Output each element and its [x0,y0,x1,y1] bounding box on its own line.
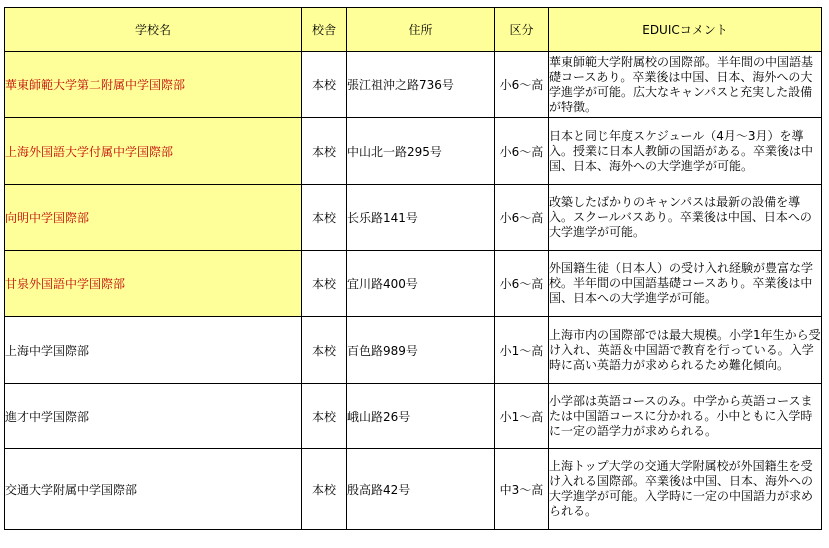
column-header-campus: 校舎 [302,8,347,52]
division-cell: 小6～高 [495,52,549,118]
school-name: 交通大学附属中学国際部 [5,449,302,530]
division-cell: 小6～高 [495,185,549,251]
address-cell: 峨山路26号 [347,384,495,449]
campus-cell: 本校 [302,52,347,118]
campus-cell: 本校 [302,251,347,317]
campus-cell: 本校 [302,317,347,384]
comment-cell: 外国籍生徒（日本人）の受け入れ経験が豊富な学校。半年間の中国語基礎コースあり。卒業後は中国、日本への大学進学が可能。 [549,251,822,317]
school-name: 上海中学国際部 [5,317,302,384]
table-row [5,449,822,530]
comment-cell: 上海トップ大学の交通大学附属校が外国籍生を受け入れる国際部。卒業後は中国、日本、海外への大学進学が可能。入学時に一定の中国語力が求められる。 [549,449,822,530]
address-cell: 中山北一路295号 [347,118,495,185]
comment-cell: 上海市内の国際部では最大規模。小学1年生から受け入れ、英語＆中国語で教育を行っている。入学時に高い英語力が求められるため難化傾向。 [549,317,822,384]
school-name: 華東師範大学第二附属中学国際部 [5,52,302,118]
address-cell: 长乐路141号 [347,185,495,251]
comment-cell: 華東師範大学附属校の国際部。半年間の中国語基礎コースあり。卒業後は中国、日本、海外への大学進学が可能。広大なキャンパスと充実した設備が特徴。 [549,52,822,118]
school-name: 進才中学国際部 [5,384,302,449]
comment-cell: 小学部は英語コースのみ。中学から英語コースまたは中国語コースに分かれる。小中ともに入学時に一定の語学力が求められる。 [549,384,822,449]
address-cell: 百色路989号 [347,317,495,384]
school-name: 上海外国語大学付属中学国際部 [5,118,302,185]
campus-cell: 本校 [302,118,347,185]
address-cell: 殷高路42号 [347,449,495,530]
table-row [5,317,822,384]
division-cell: 小1～高 [495,384,549,449]
school-name: 甘泉外国語中学国際部 [5,251,302,317]
table-header-row [5,8,822,52]
school-table [4,7,822,530]
division-cell: 小6～高 [495,251,549,317]
campus-cell: 本校 [302,185,347,251]
column-header-name: 学校名 [5,8,302,52]
table-row [5,384,822,449]
address-cell: 宜川路400号 [347,251,495,317]
comment-cell: 改築したばかりのキャンパスは最新の設備を導入。スクールバスあり。卒業後は中国、日本への大学進学が可能。 [549,185,822,251]
division-cell: 小6～高 [495,118,549,185]
table-row [5,185,822,251]
address-cell: 張江祖沖之路736号 [347,52,495,118]
column-header-division: 区分 [495,8,549,52]
column-header-comment: EDUICコメント [549,8,822,52]
column-header-address: 住所 [347,8,495,52]
table-row [5,118,822,185]
division-cell: 中3～高 [495,449,549,530]
campus-cell: 本校 [302,449,347,530]
school-table-container [4,7,822,530]
school-name: 向明中学国際部 [5,185,302,251]
campus-cell: 本校 [302,384,347,449]
table-row [5,251,822,317]
division-cell: 小1～高 [495,317,549,384]
table-row [5,52,822,118]
comment-cell: 日本と同じ年度スケジュール（4月～3月）を導入。授業に日本人教師の国語がある。卒業後は中国、日本、海外への大学進学が可能。 [549,118,822,185]
